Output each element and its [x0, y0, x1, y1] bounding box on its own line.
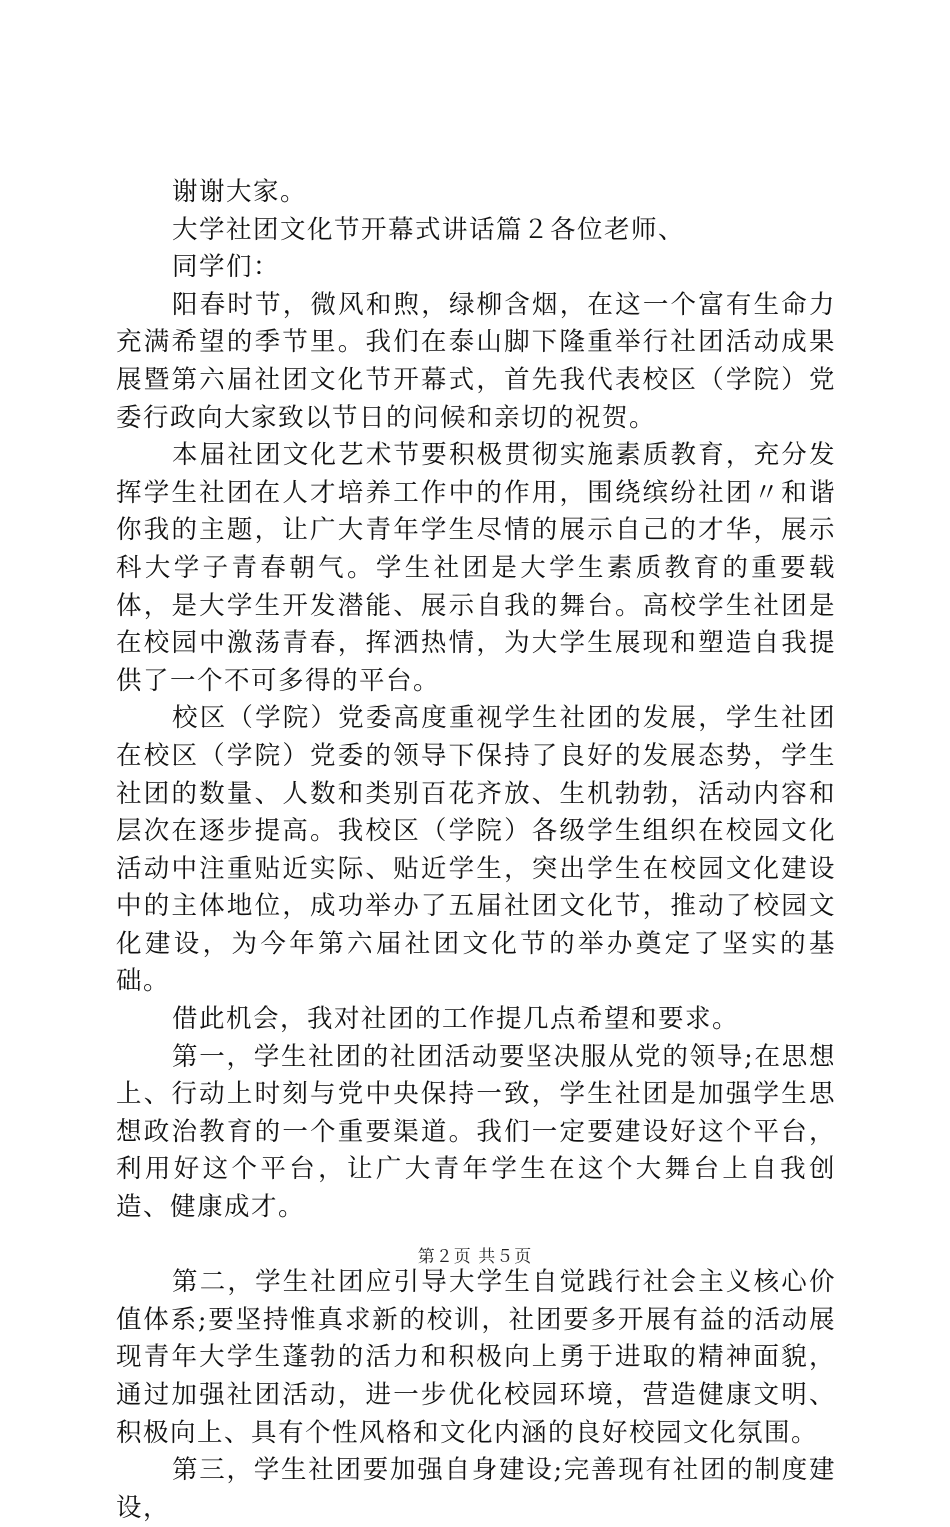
paragraph-salutation: 同学们：	[172, 252, 281, 283]
paragraph-requirements-intro: 借此机会，我对社团的工作提几点希望和要求。	[172, 1004, 740, 1035]
page-number-footer: 第２页 共５页	[417, 1247, 533, 1267]
paragraph-point-two: 第二，学生社团应引导大学生自觉践行社会主义核心价值体系;要坚持惟真求新的校训，社团要多开展有益的活动展现青年大学生蓬勃的活力和积极向上勇于进取的精神面貌，通过加强社团活动，进一步优化校园环境，营造健康文明、积极向上、具有个性风格和文化内涵的良好校园文化氛围。	[116, 1267, 836, 1448]
paragraph-opening: 阳春时节，微风和煦，绿柳含烟，在这一个富有生命力充满希望的季节里。我们在泰山脚下隆重举行社团活动成果展暨第六届社团文化节开幕式，首先我代表校区（学院）党委行政向大家致以节日的问候和亲切的祝贺。	[116, 289, 836, 433]
paragraph-closing-thanks: 谢谢大家。	[172, 177, 308, 207]
paragraph-party-committee: 校区（学院）党委高度重视学生社团的发展，学生社团在校区（学院）党委的领导下保持了良好的发展态势，学生社团的数量、人数和类别百花齐放、生机勃勃，活动内容和层次在逐步提高。我校区（学院）各级学生组织在校园文化活动中注重贴近实际、贴近学生，突出学生在校园文化建设中的主体地位，成功举办了五届社团文化节，推动了校园文化建设，为今年第六届社团文化节的举办奠定了坚实的基础。	[116, 703, 836, 997]
paragraph-point-three: 第三，学生社团要加强自身建设;完善现有社团的制度建设，	[116, 1455, 836, 1523]
document-body	[116, 174, 836, 1527]
paragraph-speech-title: 大学社团文化节开幕式讲话篇２各位老师、	[172, 214, 686, 245]
paragraph-festival-theme: 本届社团文化艺术节要积极贯彻实施素质教育，充分发挥学生社团在人才培养工作中的作用，围绕缤纷社团〃和谐你我的主题，让广大青年学生尽情的展示自己的才华，展示科大学子青春朝气。学生社团是大学生素质教育的重要载体，是大学生开发潜能、展示自我的舞台。高校学生社团是在校园中激荡青春，挥洒热情，为大学生展现和塑造自我提供了一个不可多得的平台。	[116, 440, 836, 696]
paragraph-point-one: 第一，学生社团的社团活动要坚决服从党的领导;在思想上、行动上时刻与党中央保持一致，学生社团是加强学生思想政治教育的一个重要渠道。我们一定要建设好这个平台，利用好这个平台，让广大青年学生在这个大舞台上自我创造、健康成才。	[116, 1041, 836, 1223]
